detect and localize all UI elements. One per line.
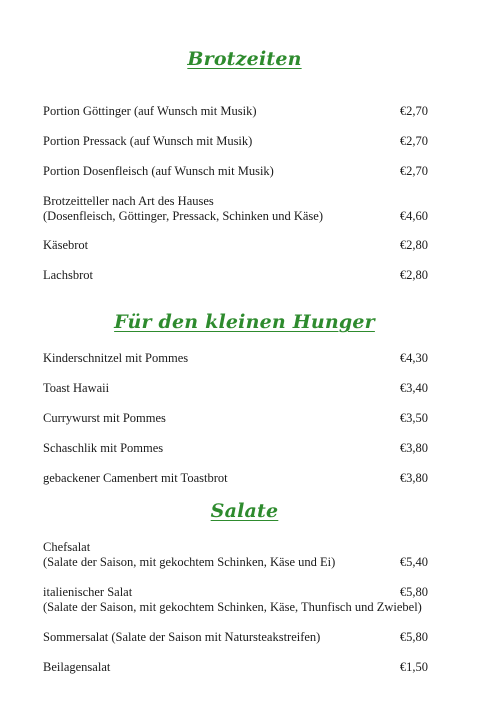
section-title-brotzeiten: Brotzeiten (187, 48, 302, 70)
section-title-salate: Salate (210, 500, 279, 522)
item-name: Käsebrot (43, 238, 89, 252)
menu-item (43, 441, 428, 456)
menu-item (43, 471, 428, 486)
item-price: €4,60 (399, 209, 428, 223)
menu-item (43, 381, 428, 396)
menu-item (43, 268, 428, 283)
item-name: gebackener Camenbert mit Toastbrot (43, 471, 228, 485)
item-description: (Salate der Saison, mit gekochtem Schinken, Käse, Thunfisch und Zwiebel) (43, 600, 422, 614)
item-name: Portion Göttinger (auf Wunsch mit Musik) (43, 104, 257, 118)
item-name: Brotzeitteller nach Art des Hauses (43, 194, 214, 208)
item-name: Chefsalat (43, 540, 91, 554)
item-price: €2,80 (399, 238, 428, 252)
menu-item (43, 630, 428, 645)
item-name: Toast Hawaii (43, 381, 110, 395)
item-name: Lachsbrot (43, 268, 93, 282)
item-name: Kinderschnitzel mit Pommes (43, 351, 189, 365)
item-price: €4,30 (399, 351, 428, 365)
item-name: Beilagensalat (43, 660, 111, 674)
item-price: €5,80 (399, 630, 428, 644)
item-price: €2,70 (399, 134, 428, 148)
item-name: Currywurst mit Pommes (43, 411, 166, 425)
item-price: €5,80 (399, 585, 428, 599)
item-price: €5,40 (399, 555, 428, 569)
item-name: italienischer Salat (43, 585, 133, 599)
item-description: (Dosenfleisch, Göttinger, Pressack, Schinken und Käse) (43, 209, 323, 223)
item-price: €1,50 (399, 660, 428, 674)
item-price: €2,70 (399, 164, 428, 178)
item-price: €3,80 (399, 471, 428, 485)
menu-item (43, 238, 428, 253)
item-price: €2,70 (399, 104, 428, 118)
item-name: Sommersalat (Salate der Saison mit Natursteakstreifen) (43, 630, 321, 644)
menu-item (43, 134, 428, 149)
menu-item (43, 585, 428, 615)
menu-item (43, 411, 428, 426)
item-price: €3,80 (399, 441, 428, 455)
item-name: Portion Dosenfleisch (auf Wunsch mit Musik) (43, 164, 274, 178)
menu-item (43, 351, 428, 366)
item-price: €3,40 (399, 381, 428, 395)
menu-item (43, 104, 428, 119)
item-name: Schaschlik mit Pommes (43, 441, 164, 455)
section-title-kleiner-hunger: Für den kleinen Hunger (114, 311, 375, 333)
menu-item (43, 540, 428, 570)
menu-item (43, 660, 428, 675)
item-price: €3,50 (399, 411, 428, 425)
item-name: Portion Pressack (auf Wunsch mit Musik) (43, 134, 253, 148)
menu-item (43, 194, 428, 224)
menu-item (43, 164, 428, 179)
item-description: (Salate der Saison, mit gekochtem Schinken, Käse und Ei) (43, 555, 336, 569)
item-price: €2,80 (399, 268, 428, 282)
